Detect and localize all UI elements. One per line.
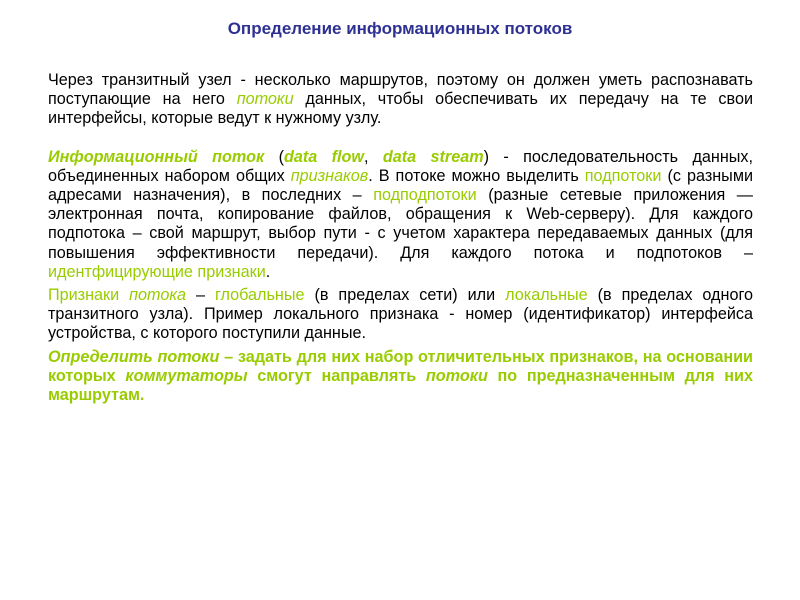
highlight-term: data stream <box>382 147 484 166</box>
text-span: – задать для них набор отличительных признаков, на основании которых <box>48 347 753 385</box>
text-span: смогут направлять <box>247 366 426 385</box>
text-span: ) - последовательность данных, объединенных набором общих <box>48 147 753 185</box>
highlight-term: глобальные <box>214 286 305 305</box>
highlight-term: потока <box>129 286 187 305</box>
text-span: ( <box>264 147 284 166</box>
text-span: (разные сетевые приложения — электронная почта, копирование файлов, обращения к Web-серверу). Для каждого подпотока – свой маршрут, выбор пути - с учетом характера передаваемых данных (для повышения эффективности передачи). Для каждого потока и подпотоков – <box>48 186 753 262</box>
highlight-term: подпотоки <box>584 166 662 185</box>
highlight-term: подподпотоки <box>373 186 477 205</box>
text-span: (в пределах одного транзитного узла). Пример локального признака - номер (идентификатор) интерфейса устройства, с которого поступили данные. <box>48 286 753 343</box>
highlight-term: идентфицирующие признаки <box>48 262 266 281</box>
highlight-term: признаков <box>290 166 369 185</box>
paragraph-information-flow <box>48 148 753 282</box>
text-span: – <box>186 286 215 305</box>
text-span: по предназначенным для них маршрутам. <box>48 366 753 405</box>
highlight-term: Признаки <box>48 286 130 305</box>
text-span: Через транзитный узел - несколько маршрутов, поэтому он должен уметь распознавать поступающие на него <box>48 71 753 109</box>
text-span: , <box>364 147 383 166</box>
text-span: данных, чтобы обеспечивать их передачу на те свои интерфейсы, которые ведут к нужному узлу. <box>48 90 753 128</box>
highlight-term: Информационный поток <box>48 147 265 166</box>
text-span: . В потоке можно выделить <box>368 166 585 185</box>
highlight-term: коммутаторы <box>125 366 248 385</box>
paragraph-transit-node <box>48 71 753 129</box>
slide-body <box>48 71 753 405</box>
highlight-term: Определить потоки <box>48 347 220 366</box>
slide-title: Определение информационных потоков <box>227 19 573 38</box>
highlight-term: потоки <box>236 90 294 109</box>
text-span: (с разными адресами назначения), в последних – <box>48 166 753 205</box>
paragraph-flow-features <box>48 286 753 344</box>
highlight-term: data flow <box>283 147 364 166</box>
highlight-term: локальные <box>505 286 588 305</box>
text-span: . <box>265 262 271 281</box>
text-span: (в пределах сети) или <box>304 286 506 305</box>
paragraph-define-flows <box>48 348 753 406</box>
highlight-term: потоки <box>425 366 488 385</box>
